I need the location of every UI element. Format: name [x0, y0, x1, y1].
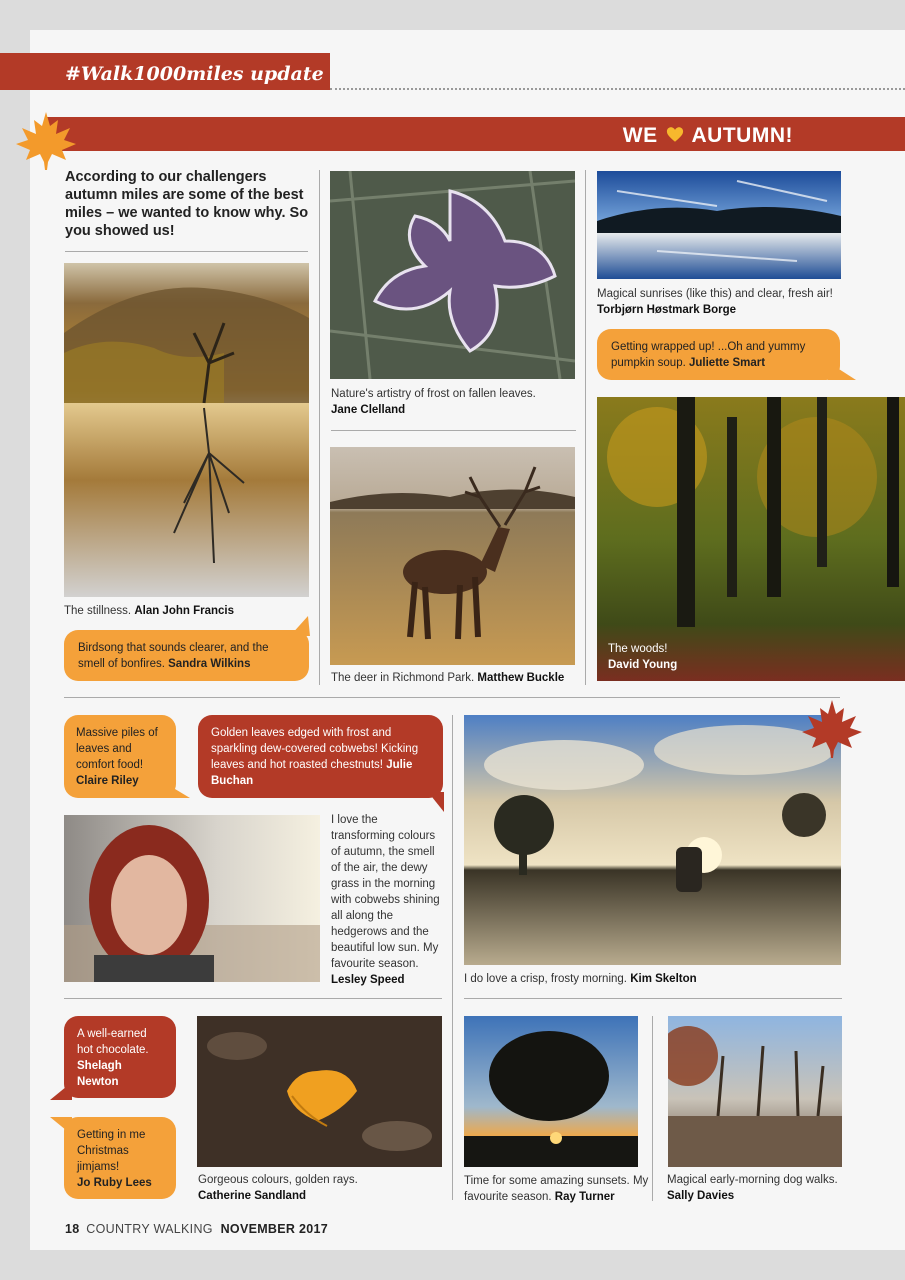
bubble-claire: Massive piles of leaves and comfort food! Claire Riley [64, 715, 176, 798]
caption-ray: Time for some amazing sunsets. My favourite season. Ray Turner [464, 1175, 649, 1203]
page-footer [65, 1222, 328, 1236]
divider [64, 998, 442, 999]
intro-divider [65, 251, 308, 252]
magazine-name: COUNTRY WALKING [86, 1222, 213, 1236]
dotted-divider [330, 88, 905, 90]
caption-catherine: Gorgeous colours, golden rays. Catherine Sandland [198, 1174, 358, 1202]
bubble-julie: Golden leaves edged with frost and sparkling dew-covered cobwebs! Kicking leaves and hot roasted chestnuts! Julie Buchan [198, 715, 443, 798]
bubble-sandra: Birdsong that sounds clearer, and the smell of bonfires. Sandra Wilkins [64, 630, 309, 681]
divider [331, 430, 576, 431]
caption-sunrise: Magical sunrises (like this) and clear, fresh air! Torbjørn Høstmark Borge [597, 288, 833, 316]
column-divider [452, 715, 453, 1200]
bubble-shelagh: A well-earned hot chocolate. Shelagh Newton [64, 1016, 176, 1098]
section-divider [64, 697, 840, 698]
bubble-tail [428, 792, 444, 812]
banner-title [623, 124, 793, 148]
banner-suffix: AUTUMN! [691, 124, 793, 147]
issue-date: NOVEMBER 2017 [220, 1222, 329, 1236]
caption-deer: The deer in Richmond Park. Matthew Buckle [331, 672, 565, 684]
bubble-juliette: Getting wrapped up! ...Oh and yummy pumpkin soup. Juliette Smart [597, 329, 840, 380]
bubble-tail [160, 780, 190, 798]
intro-text: According to our challengers autumn miles are some of the best miles – we wanted to know why. So you showed us! [65, 169, 309, 239]
photo-golden-leaves [197, 1016, 442, 1167]
bubble-tail [290, 616, 310, 636]
photo-sunset-trees [464, 1016, 638, 1167]
photo-frost-leaf [330, 171, 575, 379]
photo-woods [597, 397, 905, 681]
maple-leaf-icon [800, 698, 864, 760]
photo-lake-tree [64, 263, 309, 597]
caption-kim: I do love a crisp, frosty morning. Kim Skelton [464, 973, 697, 985]
bubble-tail [50, 1082, 72, 1100]
bubble-tail [828, 362, 856, 380]
caption-sally: Magical early-morning dog walks. Sally Davies [667, 1174, 838, 1202]
caption-stillness: The stillness. Alan John Francis [64, 605, 234, 617]
column-divider [319, 170, 320, 685]
caption-lesley: I love the transforming colours of autumn, the smell of the air, the dewy grass in the morning with cobwebs shining all along the hedgerows and the beautiful low sun. My favourite season. Lesley Speed [331, 814, 440, 986]
photo-lesley-selfie [64, 815, 320, 982]
bubble-jo: Getting in me Christmas jimjams! Jo Ruby Lees [64, 1117, 176, 1199]
banner-prefix: WE [622, 124, 658, 147]
caption-frost: Nature's artistry of frost on fallen leaves. Jane Clelland [331, 388, 536, 416]
hashtag-title: #Walk1000miles update [65, 63, 324, 85]
heart-icon [666, 126, 684, 143]
photo-deer [330, 447, 575, 665]
bubble-tail [50, 1117, 72, 1135]
caption-woods: The woods! David Young [608, 643, 678, 671]
column-divider [585, 170, 586, 685]
photo-sunrise-lake [597, 171, 841, 279]
column-divider [652, 1016, 653, 1201]
divider [464, 998, 842, 999]
maple-leaf-icon [14, 110, 78, 172]
page-number: 18 [65, 1222, 80, 1236]
photo-early-morning-walk [668, 1016, 842, 1167]
photo-frosty-morning [464, 715, 841, 965]
